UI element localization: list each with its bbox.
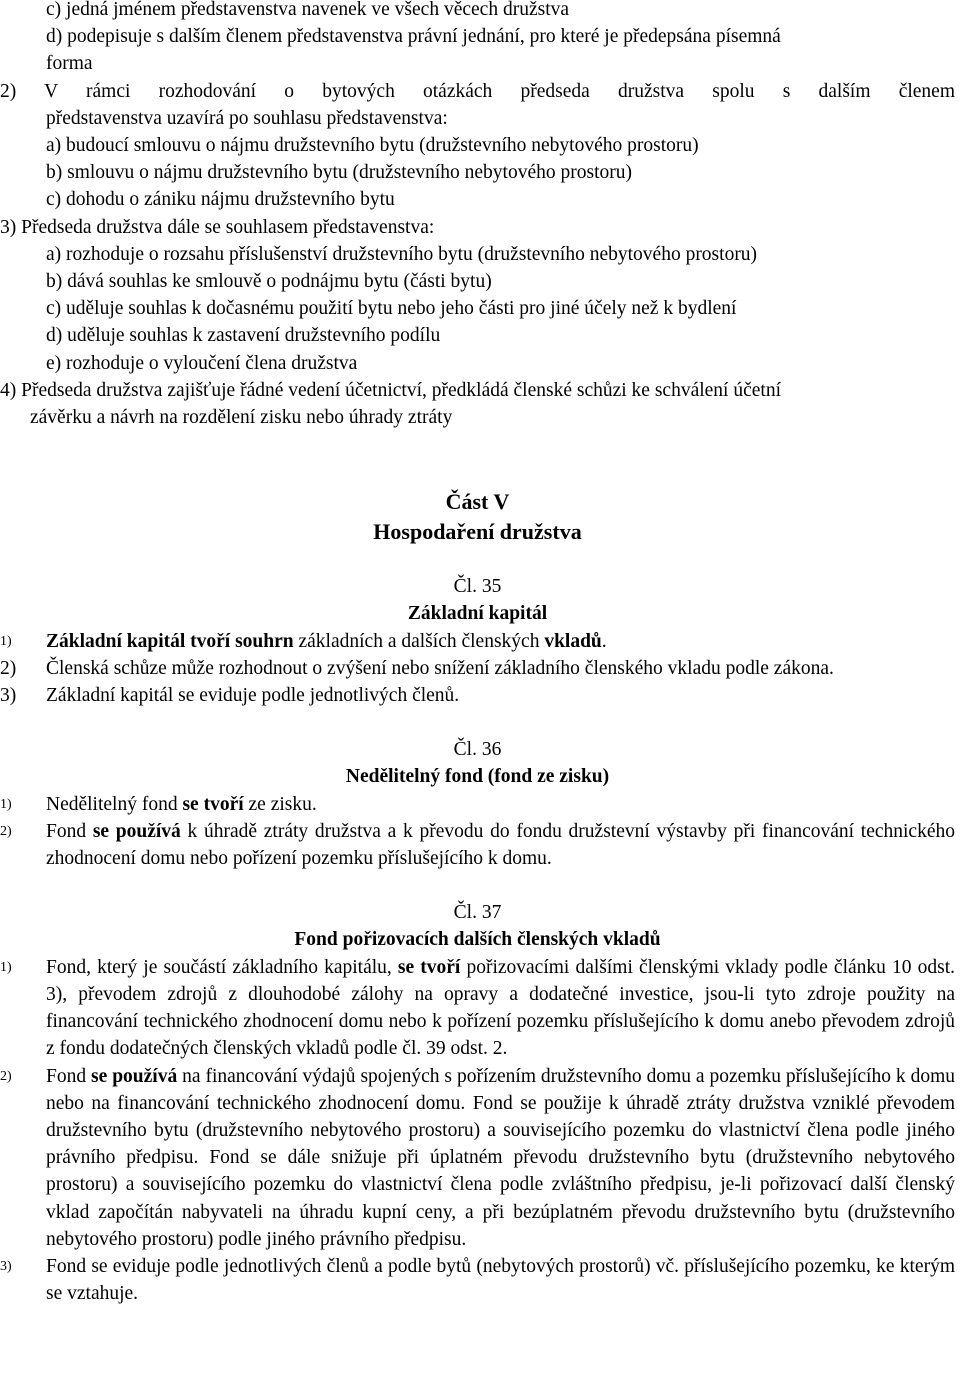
paragraph	[0, 628, 955, 655]
list-item: b) dává souhlas ke smlouvě o podnájmu bytu (části bytu)	[46, 271, 492, 293]
article-number: Čl. 36	[453, 739, 502, 761]
list-item: a) budoucí smlouvu o nájmu družstevního bytu (družstevního nebytového prostoru)	[46, 135, 699, 157]
paragraph-text: Základní kapitál se eviduje podle jednotlivých členů.	[46, 685, 460, 707]
paragraph-text: Fond se eviduje podle jednotlivých členů a podle bytů (nebytových prostorů) vč. příslušejícího pozemku, ke kterým se vztahuje.	[46, 1255, 955, 1305]
part-title: Hospodaření družstva	[373, 519, 582, 545]
section-3-line: 3) Předseda družstva dále se souhlasem představenstva:	[0, 216, 435, 238]
section-number: 2)	[0, 80, 17, 102]
paragraph-number: 1)	[0, 633, 12, 649]
list-item: b) smlouvu o nájmu družstevního bytu (družstevního nebytového prostoru)	[46, 162, 632, 184]
paragraph-number: 2)	[0, 823, 12, 839]
article-title: Fond pořizovacích dalších členských vkladů	[294, 929, 661, 951]
paragraph	[0, 954, 955, 1063]
text-line: závěrku a návrh na rozdělení zisku nebo úhrady ztráty	[30, 407, 453, 429]
list-item: d) uděluje souhlas k zastavení družstevního podílu	[46, 325, 441, 347]
paragraph-text: Fond, který je součástí základního kapitálu, se tvoří pořizovacími dalšími členskými vklady podle článku 10 odst. 3), převodem zdrojů z dlouhodobé zálohy na opravy a dodatečné investice, jsou-li tyto zdroje použity na financování technického zhodnocení domu nebo k pořízení pozemku příslušejícího k domu anebo převodem zdrojů z fondu dodatečných členských vkladů podle čl. 39 odst. 2.	[46, 956, 956, 1060]
paragraph-text: Fond se používá k úhradě ztráty družstva a k převodu do fondu družstevní výstavby při financování technického zhodnocení domu nebo pořízení pozemku příslušejícího k domu.	[46, 820, 955, 870]
article-title: Základní kapitál	[407, 603, 548, 625]
section-4-line: 4) Předseda družstva zajišťuje řádné vedení účetnictví, předkládá členské schůzi ke schválení účetní	[0, 379, 781, 401]
paragraph-text: Členská schůze může rozhodnout o zvýšení nebo snížení základního členského vkladu podle zákona.	[46, 657, 834, 679]
article-number: Čl. 37	[453, 902, 502, 924]
paragraph	[0, 682, 955, 709]
article-title: Nedělitelný fond (fond ze zisku)	[345, 766, 610, 788]
part-label: Část V	[445, 489, 510, 515]
section-2-line	[0, 78, 955, 105]
paragraph-number: 1)	[0, 796, 12, 812]
section-text: V rámci rozhodování o bytových otázkách předseda družstva spolu s dalším členem	[44, 80, 956, 102]
paragraph-number: 3)	[0, 685, 17, 707]
text-line: c) jedná jménem představenstva navenek ve všech věcech družstva	[46, 0, 570, 20]
article-number: Čl. 35	[453, 576, 502, 598]
paragraph-number: 2)	[0, 1068, 12, 1084]
paragraph-number: 1)	[0, 959, 12, 975]
paragraph-text: Fond se používá na financování výdajů spojených s pořízením družstevního domu a pozemku příslušejícího k domu nebo na financování technického zhodnocení domu. Fond se použije k úhradě ztráty družstva vzniklé převodem družstevního bytu (družstevního nebytového prostoru) a souvisejícího pozemku do vlastnictví člena podle jiného právního předpisu. Fond se dále snižuje při úplatném převodu družstevního bytu (družstevního nebytového prostoru) a souvisejícího pozemku do vlastnictví člena podle zvláštního předpisu, je-li pořizovací další členský vklad započítán nabyvateli na úhradu kupní ceny, a při bezúplatném převodu družstevního bytu (družstevního nebytového prostoru) podle jiného právního předpisu.	[46, 1065, 955, 1250]
text-line: představenstva uzavírá po souhlasu představenstva:	[46, 107, 448, 129]
list-item: e) rozhoduje o vyloučení člena družstva	[46, 352, 358, 374]
paragraph-number: 3)	[0, 1258, 12, 1274]
paragraph-text: Nedělitelný fond se tvoří ze zisku.	[46, 793, 317, 815]
paragraph-text: Základní kapitál tvoří souhrn základních a dalších členských vkladů.	[46, 630, 607, 652]
text-line: d) podepisuje s dalším členem představenstva právní jednání, pro které je předepsána písemná	[46, 26, 781, 48]
paragraph	[0, 818, 955, 872]
paragraph	[0, 791, 955, 818]
list-item: c) uděluje souhlas k dočasnému použití bytu nebo jeho části pro jiné účely než k bydlení	[46, 298, 737, 320]
list-item: a) rozhoduje o rozsahu příslušenství družstevního bytu (družstevního nebytového prostoru)	[46, 243, 758, 265]
paragraph	[0, 655, 955, 682]
paragraph-number: 2)	[0, 657, 17, 679]
list-item: c) dohodu o zániku nájmu družstevního bytu	[46, 189, 395, 211]
paragraph	[0, 1063, 955, 1253]
paragraph	[0, 1253, 955, 1307]
text-line: forma	[46, 53, 93, 75]
